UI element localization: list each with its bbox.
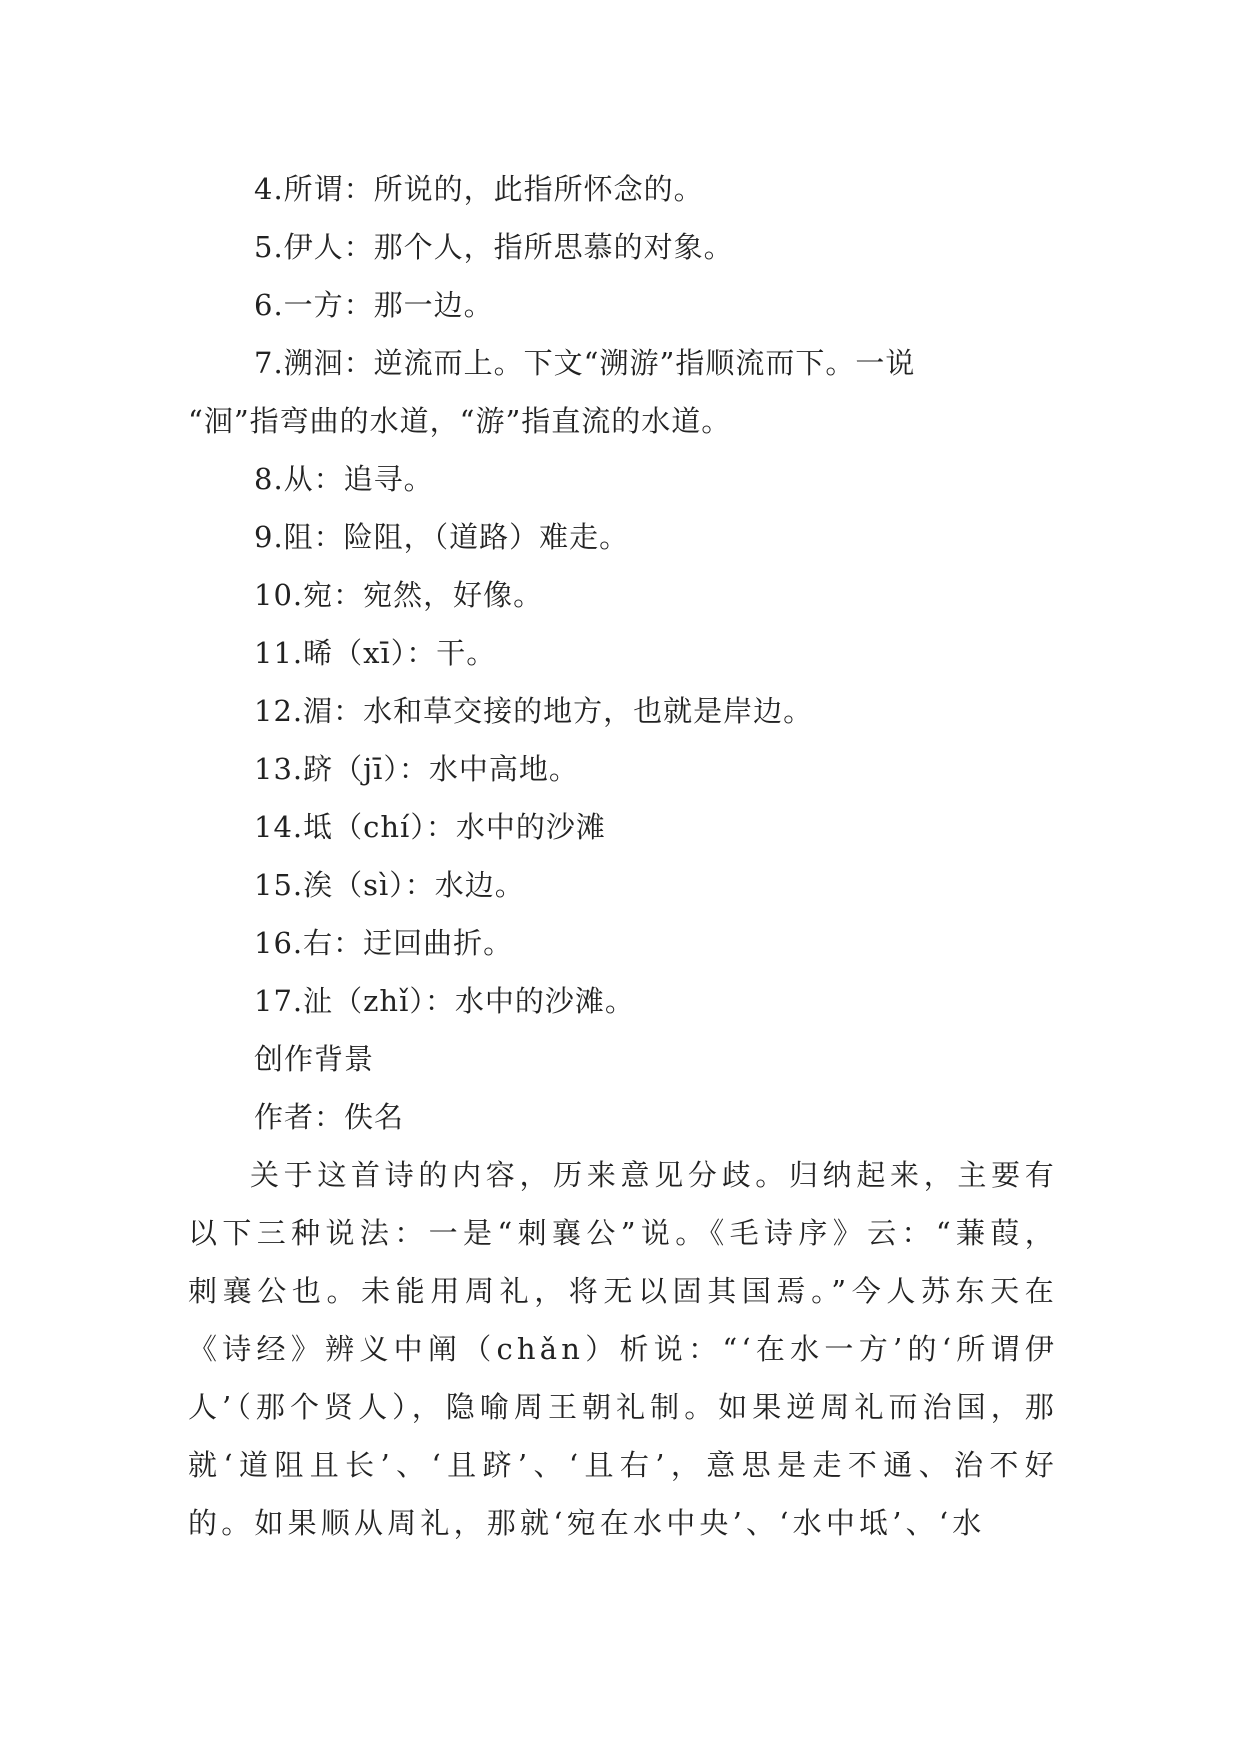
note-item-7-continuation: “洄”指弯曲的水道，“游”指直流的水道。 — [188, 404, 732, 438]
note-item-4: 4.所谓：所说的，此指所怀念的。 — [254, 172, 704, 206]
note-item-15: 15.涘（sì）：水边。 — [254, 868, 525, 902]
note-item-17: 17.沚（zhǐ）：水中的沙滩。 — [254, 984, 635, 1018]
note-item-13: 13.跻（jī）：水中高地。 — [254, 752, 579, 786]
note-item-6: 6.一方：那一边。 — [254, 288, 494, 322]
note-item-5: 5.伊人：那个人，指所思慕的对象。 — [254, 230, 734, 264]
document-body — [188, 160, 1058, 1552]
note-item-14: 14.坻（chí）：水中的沙滩 — [254, 810, 606, 844]
note-item-9: 9.阻：险阻，（道路）难走。 — [254, 520, 630, 554]
section-heading: 创作背景 — [254, 1042, 375, 1076]
background-paragraph: 关于这首诗的内容，历来意见分歧。归纳起来，主要有以下三种说法：一是“刺襄公”说。《毛诗序》云：“蒹葭，刺襄公也。未能用周礼，将无以固其国焉。”今人苏东天在《诗经》辨义中阐（chǎn）析说：“‘在水一方’的‘所谓伊人’（那个贤人），隐喻周王朝礼制。如果逆周礼而治国，那就‘道阻且长’、‘且跻’、‘且右’，意思是走不通、治不好的。如果顺从周礼，那就‘宛在水中央’、‘水中坻’、‘水 — [188, 1158, 1058, 1540]
note-item-12: 12.湄：水和草交接的地方，也就是岸边。 — [254, 694, 814, 728]
note-item-16: 16.右：迂回曲折。 — [254, 926, 514, 960]
author-line: 作者：佚名 — [254, 1100, 405, 1134]
note-item-8: 8.从：追寻。 — [254, 462, 434, 496]
note-item-7: 7.溯洄：逆流而上。下文“溯游”指顺流而下。一说 — [254, 346, 916, 380]
note-item-10: 10.宛：宛然，好像。 — [254, 578, 544, 612]
note-item-11: 11.晞（xī）：干。 — [254, 636, 497, 670]
